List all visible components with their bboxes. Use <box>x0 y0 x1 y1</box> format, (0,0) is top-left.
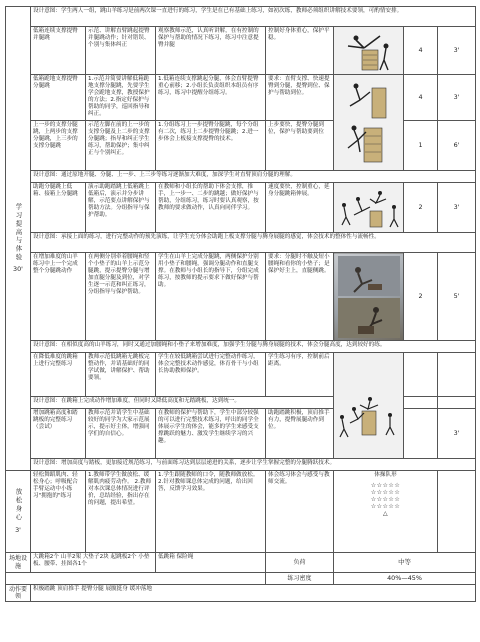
vault-sequence-icon <box>336 361 402 451</box>
vault-diagram-2 <box>334 75 404 171</box>
repetitions <box>404 353 438 397</box>
duration: 3' <box>438 27 476 75</box>
student-activity: 在教师和小组长的帮助下体会支撑，推手，上一步一、二步的跳越；做好保护与帮助，分组练习，练习时要认真观察，按教师的要求做动作，认真向同伴学习。 <box>156 183 266 233</box>
teacher-activity: 示范左脚在前的上一步的支撑分腿及上二步的支撑分腿跳；指导和纠正学生练习，帮助保护；集中纠正与个别纠正。 <box>86 121 156 171</box>
teacher-activity: 在两侧分别牵着腰绳和竖个小垫子的山羊上示范分腿跳，提示提臀分腿与增加直腿分腿及到位，对学生逐一示范和纠正练习，分组指导与保护帮助。 <box>86 253 156 341</box>
formation-row-3: ☆☆☆☆☆ <box>370 496 401 504</box>
duration: 6' <box>438 121 476 171</box>
duration: 3' <box>438 75 476 121</box>
content-cell: 低箱跪地支撑提臀分腿跳 <box>31 75 86 121</box>
equipment-list: 大跳箱2个 山羊2架 大垫子2块 起跳板2个 小垫板、腰带、挂图各1个 <box>31 553 156 573</box>
density-label: 练习密度 <box>266 573 334 585</box>
content-cell: 在增加难度的山羊练习中上一个完成整个分腿跳动作 <box>31 253 86 341</box>
load-value: 中等 <box>334 553 476 573</box>
duration: 3' <box>438 183 476 233</box>
student-activity: 1.分组练习上一步提臀分腿跳，每个分组有二次，练习上二步提臀分腿跳；2.进一步体会上板接支撑提臀的技术。 <box>156 121 266 171</box>
requirement: 速度要快，控制重心，延身分腿跳箱伸展。 <box>266 183 334 233</box>
student-activity: 观察教师示范，认真听讲解，在有控制的保护与帮助的情况下练习，练习中注意提臀并腿 <box>156 27 266 75</box>
photo-icon <box>336 254 402 340</box>
content-cell: 轻松舞蹈肌肉、轻松身心；呼吸配合手臂运动中小练习"拥抱的"练习 <box>31 471 86 553</box>
requirement: 上步要快，提臀分腿到位，保护与帮助要到位 <box>266 121 334 171</box>
teacher-activity: 1.教师带学生做放松、缓解肌肉疲劳动作。 2.教师对本次课总体情况进行评价，总结经验，指出存在的问题，提出希望。 <box>86 471 156 553</box>
student-activity: 1.学生跟随教师的口令，随教师做放松。 2.针对教师课总体完成的问题，给出回答，反馈学习效果。 <box>156 471 266 553</box>
teacher-activity: 教师示范低跳箱无跳板完整动作，并请基础好的同学试做，讲解保护、帮助要领。 <box>86 353 156 397</box>
teacher-activity: 1.示范并简要讲解低箱跪地支撑分腿跳，先要学生学会跪地支撑，教授保护的方法；2.指定好保护与帮助的同学，巡回指导和纠正。 <box>86 75 156 121</box>
section-main-text: 学习提高与体验 <box>14 202 23 262</box>
teacher-activity: 教师示范并请学生中基础较好的同学为大家示范展示，提示好主体，增强同学们的自信心。 <box>86 409 156 459</box>
teacher-activity: 演示助跑踏跳上低箱跳上低箱后，演示并分步讲解，示范要点讲解保护与帮助方法。分组指导与保护帮助。 <box>86 183 156 233</box>
section-cooldown-label <box>6 471 31 553</box>
content-cell: 在降低难度的跳箱上进行完整练习 <box>31 353 86 397</box>
requirement: 要求：直臂支撑、快速提臀到分腿，提臀到位、保护与帮助到位。 <box>266 75 334 121</box>
section-main-duration: 30' <box>13 265 23 274</box>
content-cell: 助跑分腿跳上低箱、接箱上分腿跳 <box>31 183 86 233</box>
vault-diagram-4 <box>334 353 404 459</box>
formation-row-4: ☆☆☆☆☆ <box>370 503 401 511</box>
duration <box>438 353 476 397</box>
design-intent-6: 设计意图：增加高度与踏板，更加接近规范练习，与前面练习达到层层递进的关系，逐步让学生掌握完整的分腿腾跃技术。 <box>31 459 476 471</box>
formation-cell <box>334 471 438 553</box>
design-intent-3: 设计意图：承接上面的练习，进行完整动作的预先演练，让学生充分体会助跑上板支撑分腿与腾身展腿的感觉，体会技术的整体性与流畅性。 <box>31 233 476 253</box>
requirement: 体会练习体会与感受与教师交流。 <box>266 471 334 553</box>
section-cooldown-duration: 3' <box>15 525 21 534</box>
requirement: 要求：分腿时不触及短小腰绳和看你的小垫子；是保护好主上，直腿侧跳。 <box>266 253 334 341</box>
practice-photos <box>334 253 404 341</box>
keypoints-text: 积极踏跳 顶肩推手 提臀分腿 展髋挺身 缓冲落地 <box>31 585 476 602</box>
requirement: 控制好身体重心，保护平稳。 <box>266 27 334 75</box>
equipment-misc: 低跳箱 保险绳 <box>156 553 266 573</box>
repetitions: 1 <box>404 121 438 171</box>
repetitions: 2 <box>404 183 438 233</box>
formation-teacher-marker: △ <box>382 510 389 518</box>
student-activity: 1.低箱连续支撑跳起分腿，体会直臂提臀重心前移；2.小组长负责组织本组员有序练习，练习中提醒分组练习。 <box>156 75 266 121</box>
lesson-plan-table <box>5 6 476 602</box>
repetitions: 4 <box>404 27 438 75</box>
formation-row-1: ☆☆☆☆☆ <box>370 482 401 490</box>
design-intent-1: 设计意图：学生两人一组，跳山羊练习是前两次课一直进行的练习，学生是在已有基础上练习，如初次练，教师必须组织讲解技术要领，可酌情安排。 <box>31 7 476 27</box>
student-activity: 在教师的保护与帮助下，学生中部分较强的可以进行完整技术练习，呼出的同学全体展示学生的体会，能多的学生来感受支撑跳跃的魅力、激发学生继续学习的兴趣。 <box>156 409 266 459</box>
student-activity: 学生在较低跳箱尝试进行完整动作练习，体会完整技术动作感觉，体育骨干与小组长协助教师保护。 <box>156 353 266 397</box>
requirement: 学生练习有序，控制前后距离。 <box>266 353 334 397</box>
formation-label: 体操队形 <box>374 472 397 478</box>
teacher-activity: 示范、讲解直臂跳起提臀并腿跳动作；针对错误、个别与集体纠正 <box>86 27 156 75</box>
equipment-label: 场地设施 <box>6 553 31 573</box>
student-activity: 学生在山羊上完成分腿跳，两侧保护分别用小垫子和腰绳，强调分腿动作和直腿支撑。在教师与小组长的指导下，分组完成练习，按教师的提示要求下做好保护与帮助。 <box>156 253 266 341</box>
section-cooldown-text: 放松身心 <box>14 488 23 522</box>
duration: 3' <box>438 409 476 459</box>
keypoints-label: 动作要领 <box>6 585 31 602</box>
repetitions: 2 <box>404 253 438 341</box>
content-cell: 低箱连续支撑提臀并腿跳 <box>31 27 86 75</box>
requirement: 助跑踏跳积极，顶肩推手有力，提臀展腿动作到位。 <box>266 409 334 459</box>
formation-row-2: ☆☆☆☆☆ <box>370 489 401 497</box>
repetitions <box>404 409 438 459</box>
density-value: 40%—45% <box>334 573 476 585</box>
load-label: 负荷 <box>266 553 334 573</box>
vault-figure-icon <box>336 28 402 74</box>
vault-diagram-3 <box>334 183 404 233</box>
content-cell: 增加跳箱高度和踏跳板的完整练习（尝试） <box>31 409 86 459</box>
design-intent-4: 设计意图：在相似度高的山羊练习，同时又通过加腰绳和小垫子来增加难度，加强学生分腿与腾身展腿的技术，体会分腿高度，达到较好的练。 <box>31 341 476 353</box>
section-main-label <box>6 7 31 471</box>
vault-figure-icon <box>336 78 402 168</box>
vault-sequence-icon <box>336 185 402 231</box>
design-intent-2: 设计意图：通过原地开腿、分腿、上一步、上三步等练习逐渐加大难度，加深学生对直臂顶肩分腿的理解。 <box>31 171 476 183</box>
design-intent-5: 设计意图：在跳箱上完成动作增加难度，但同时又降低高度和无踏跳板，达到统一。 <box>31 397 334 409</box>
content-cell: 上一步的支撑分腿跳，上两步的支撑分腿跳，上三步的支撑分腿跳 <box>31 121 86 171</box>
repetitions: 4 <box>404 75 438 121</box>
duration: 5' <box>438 253 476 341</box>
vault-diagram-1 <box>334 27 404 75</box>
